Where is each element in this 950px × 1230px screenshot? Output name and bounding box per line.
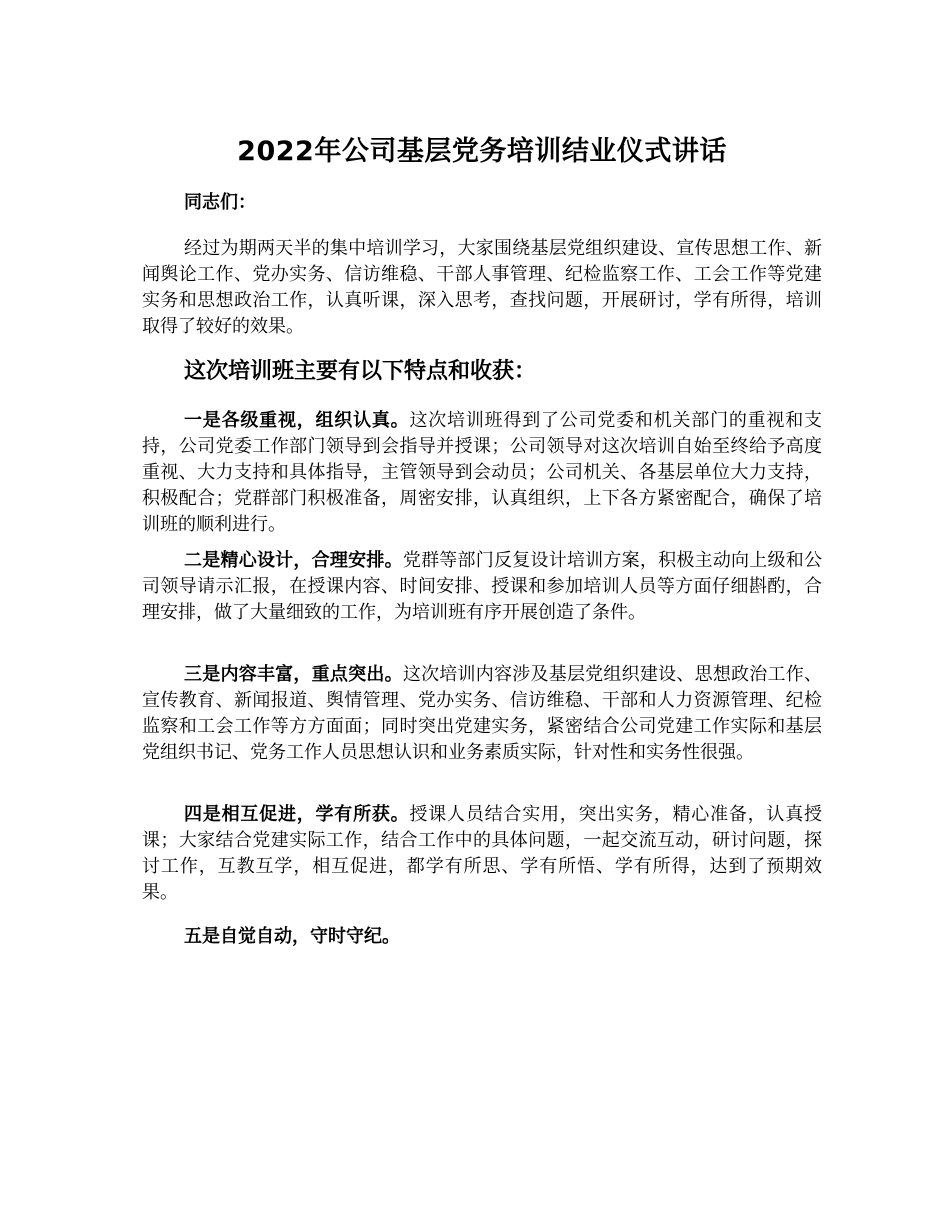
point-lead-2: 二是精心设计，合理安排。 — [184, 550, 403, 571]
section-subheading: 这次培训班主要有以下特点和收获： — [184, 359, 537, 384]
point-lead-1: 一是各级重视，组织认真。 — [184, 410, 410, 431]
point-lead-3: 三是内容丰富，重点突出。 — [184, 664, 403, 685]
point-lead-5: 五是自觉自动，守时守纪。 — [184, 926, 400, 947]
point-paragraph-2 — [142, 548, 822, 626]
point-body-3: 这次培训内容涉及基层党组织建设、思想政治工作、宣传教育、新闻报道、舆情管理、党办实务、信访维稳、干部和人力资源管理、纪检监察和工会工作等方方面面；同时突出党建实务，紧密结合公司党建工作实际和基层党组织书记、党务工作人员思想认识和业务素质实际，针对性和实务性很强。 — [142, 664, 823, 763]
document-title: 2022年公司基层党务培训结业仪式讲话 — [237, 136, 727, 167]
salutation: 同志们： — [184, 192, 256, 213]
point-paragraph-1 — [142, 408, 822, 538]
point-body-4: 授课人员结合实用，突出实务，精心准备，认真授课；大家结合党建实际工作，结合工作中的具体问题，一起交流互动，研讨问题，探讨工作，互教互学，相互促进，都学有所思、学有所悟、学有所得，达到了预期效果。 — [142, 804, 823, 903]
point-paragraph-5 — [142, 924, 822, 950]
point-body-2: 党群等部门反复设计培训方案，积极主动向上级和公司领导请示汇报，在授课内容、时间安排、授课和参加培训人员等方面仔细斟酌，合理安排，做了大量细致的工作，为培训班有序开展创造了条件。 — [142, 550, 823, 623]
point-paragraph-4 — [142, 802, 822, 906]
intro-paragraph: 经过为期两天半的集中培训学习，大家围绕基层党组织建设、宣传思想工作、新闻舆论工作、党办实务、信访维稳、干部人事管理、纪检监察工作、工会工作等党建实务和思想政治工作，认真听课，深入思考，查找问题，开展研讨，学有所得，培训取得了较好的效果。 — [142, 238, 822, 337]
point-paragraph-3 — [142, 662, 822, 766]
point-body-1: 这次培训班得到了公司党委和机关部门的重视和支持，公司党委工作部门领导到会指导并授课；公司领导对这次培训自始至终给予高度重视、大力支持和具体指导，主管领导到会动员；公司机关、各基层单位大力支持，积极配合；党群部门积极准备，周密安排，认真组织，上下各方紧密配合，确保了培训班的顺利进行。 — [142, 410, 823, 535]
point-lead-4: 四是相互促进，学有所获。 — [184, 804, 410, 825]
